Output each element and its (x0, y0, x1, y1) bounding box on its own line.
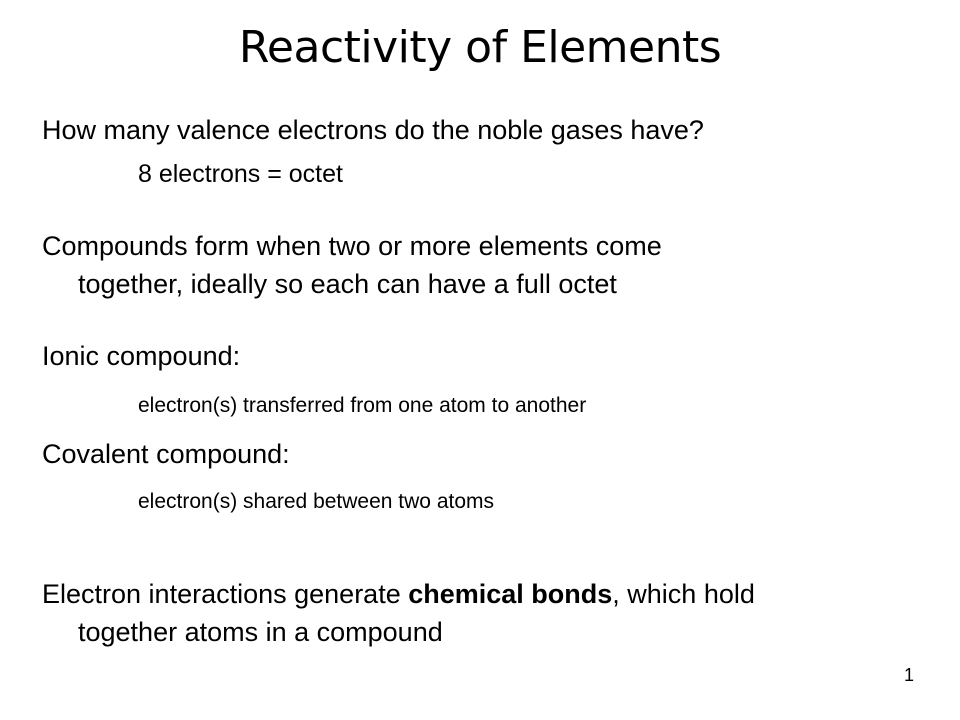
bonds-text-post: , which hold (612, 579, 755, 609)
ionic-heading: Ionic compound: (42, 341, 241, 371)
compounds-line-2: together, ideally so each can have a full octet (78, 269, 617, 299)
compounds-line-1: Compounds form when two or more elements come (42, 231, 662, 261)
chemical-bonds-term: chemical bonds (408, 579, 613, 609)
covalent-heading: Covalent compound: (42, 439, 290, 469)
question-text: How many valence electrons do the noble gases have? (42, 115, 704, 145)
page-number: 1 (903, 665, 914, 685)
bonds-line-2: together atoms in a compound (78, 617, 443, 647)
bonds-line-1 (42, 576, 755, 612)
ionic-description: electron(s) transferred from one atom to another (138, 394, 587, 417)
slide-title: Reactivity of Elements (238, 22, 722, 73)
bonds-text-pre: Electron interactions generate (42, 579, 409, 609)
covalent-description: electron(s) shared between two atoms (138, 490, 495, 513)
answer-text: 8 electrons = octet (138, 160, 343, 188)
